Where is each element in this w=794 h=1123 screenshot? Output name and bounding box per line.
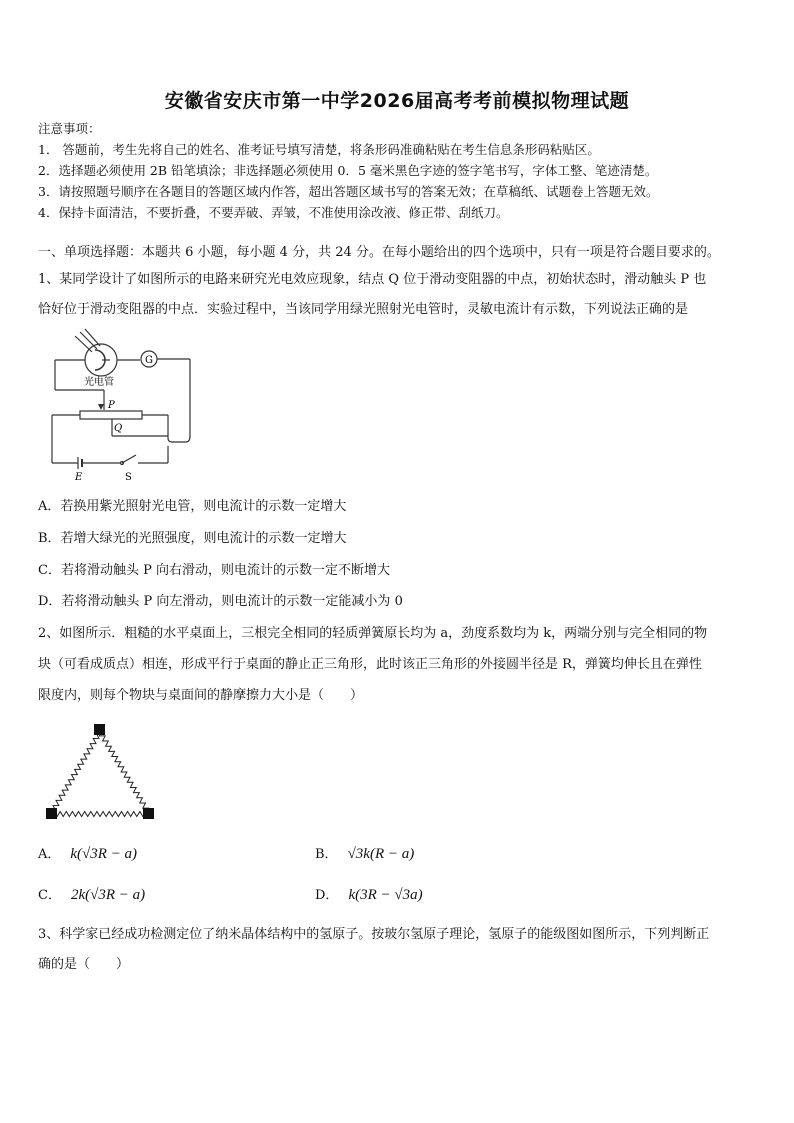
notice-heading: 注意事项： [38,121,101,136]
spring-bottom [54,812,146,817]
question-2-option-b: B． √3k(R − a) [315,846,415,862]
section-heading: 一、单项选择题：本题共 6 小题，每小题 4 分，共 24 分。在每小题给出的四个选项中，只有一项是符合题目要求的。 [38,245,720,260]
question-3-text: 3、科学家已经成功检测定位了纳米晶体结构中的氢原子。按玻尔氢原子理论，氢原子的能级图如图所示，下列判断正 [38,927,710,942]
question-2-text: 2、如图所示．粗糙的水平桌面上，三根完全相同的轻质弹簧原长均为 a，劲度系数均为 k，两端分别与完全相同的物 [38,626,708,641]
question-2-option-d: D． k(3R − √3a) [315,887,423,903]
question-2-text: 块（可看成质点）相连，形成平行于桌面的静止正三角形，此时该正三角形的外接圆半径是 R，弹簧均伸长且在弹性 [38,657,702,672]
light-ray [75,336,92,352]
question-1-text: 恰好位于滑动变阻器的中点．实验过程中，当该同学用绿光照射光电管时，灵敏电流计有示数，下列说法正确的是 [38,302,689,317]
node-q-label: Q [114,423,123,434]
question-1-option-b: B．若增大绿光的光照强度，则电流计的示数一定增大 [38,531,347,546]
notice-item: 1． 答题前，考生先将自己的姓名、准考证号填写清楚，将条形码准确粘贴在考生信息条形码粘贴区。 [38,142,600,157]
phototube-label: 光电管 [84,377,114,388]
photoelectric-circuit-figure [40,328,210,488]
spring-left [52,732,100,812]
question-1-option-c: C．若将滑动触头 P 向右滑动，则电流计的示数一定不断增大 [38,563,390,578]
notice-item: 4．保持卡面清洁，不要折叠，不要弄破、弄皱，不准使用涂改液、修正带、刮纸刀。 [38,205,509,220]
rheostat-symbol [80,411,142,419]
switch-s-label: S [125,472,132,483]
battery-e-label: E [75,472,83,483]
block-left [46,808,57,819]
question-1-option-d: D．若将滑动触头 P 向左滑动，则电流计的示数一定能减小为 0 [38,594,403,609]
question-2-option-a: A． k(√3R − a) [38,846,138,862]
block-top [94,724,105,735]
question-3-text: 确的是（ ） [38,957,130,972]
question-1-text: 1、某同学设计了如图所示的电路来研究光电效应现象，结点 Q 位于滑动变阻器的中点，初始状态时，滑动触头 P 也 [38,272,707,287]
slider-p-label: P [108,400,115,411]
question-2-option-c: C． 2k(√3R − a) [38,887,146,903]
switch-symbol [122,455,136,463]
notice-item: 2．选择题必须使用 2B 铅笔填涂；非选择题必须使用 0．5 毫米黑色字迹的签字笔书写，字体工整、笔迹清楚。 [38,163,658,178]
block-right [143,808,154,819]
light-ray [85,329,100,346]
question-1-option-a: A．若换用紫光照射光电管，则电流计的示数一定增大 [38,499,347,514]
spring-triangle-figure [40,720,165,825]
notice-item: 3．请按照题号顺序在各题目的答题区域内作答，超出答题区域书写的答案无效；在草稿纸、试题卷上答题无效。 [38,184,659,199]
page-title: 安徽省安庆市第一中学2026届高考考前模拟物理试题 [164,90,630,112]
question-2-text: 限度内，则每个物块与桌面间的静摩擦力大小是（ ） [38,688,364,703]
spring-right [99,732,148,812]
galvanometer-label: G [145,355,153,366]
phototube-symbol [85,344,117,376]
